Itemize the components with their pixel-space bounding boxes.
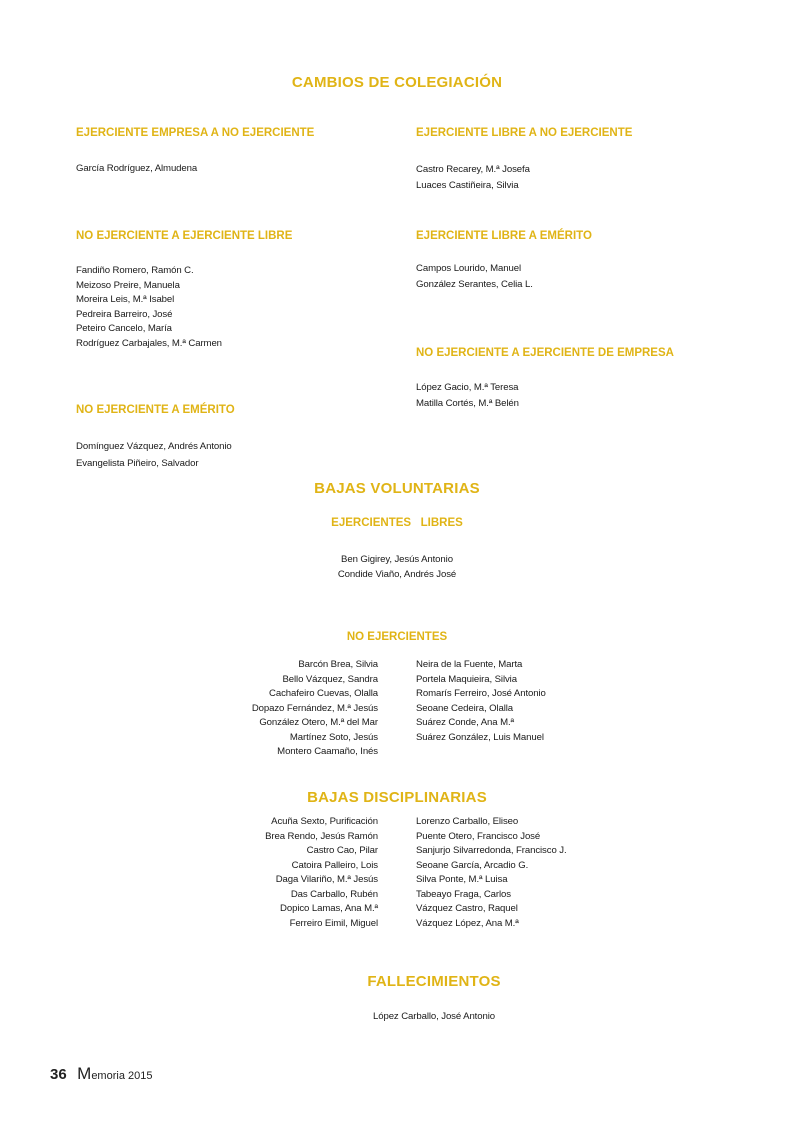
list-item: Silva Ponte, M.ª Luisa: [416, 874, 508, 885]
list-item: Fandiño Romero, Ramón C.: [76, 265, 194, 276]
heading-no-ejerciente-emerito: NO EJERCIENTE A EMÉRITO: [76, 404, 235, 416]
list-libre-emerito: [416, 261, 533, 293]
list-item: Suárez Conde, Ana M.ª: [416, 717, 514, 728]
list-item: Evangelista Piñeiro, Salvador: [76, 458, 199, 469]
list-item: Luaces Castiñeira, Silvia: [416, 180, 519, 191]
list-no-ejercientes-right: [416, 658, 546, 745]
list-no-ejerciente-emerito: [76, 438, 232, 472]
page-number: 36: [50, 1066, 67, 1083]
list-item: Acuña Sexto, Purificación: [271, 816, 378, 827]
section-title-fallecimientos: FALLECIMIENTOS: [367, 973, 501, 990]
list-item: Vázquez Castro, Raquel: [416, 903, 518, 914]
list-item: Tabeayo Fraga, Carlos: [416, 888, 511, 900]
list-item: Lorenzo Carballo, Eliseo: [416, 816, 519, 827]
list-item: López Carballo, José Antonio: [372, 1011, 495, 1022]
list-item: Seoane Cedeira, Olalla: [416, 702, 513, 714]
footer-label: [77, 1064, 153, 1083]
list-item: Dopazo Fernández, M.ª Jesús: [251, 702, 378, 714]
list-no-ejerciente-libre: [76, 264, 222, 351]
list-item: Romarís Ferreiro, José Antonio: [416, 688, 546, 699]
heading-libre-emerito: EJERCIENTE LIBRE A EMÉRITO: [416, 230, 592, 242]
heading-empresa-no-ejerciente: EJERCIENTE EMPRESA A NO EJERCIENTE: [76, 127, 315, 139]
list-item: Das Carballo, Rubén: [290, 888, 378, 900]
list-item: González Serantes, Celia L.: [416, 279, 533, 290]
list-item: Dopico Lamas, Ana M.ª: [280, 903, 378, 914]
list-item: Matilla Cortés, M.ª Belén: [416, 398, 519, 409]
heading-no-ejerciente-libre: NO EJERCIENTE A EJERCIENTE LIBRE: [76, 230, 293, 242]
footer-label-rest: emoria 2015: [91, 1070, 153, 1082]
list-item: Meizoso Preire, Manuela: [76, 279, 180, 291]
heading-libre-no-ejerciente: EJERCIENTE LIBRE A NO EJERCIENTE: [416, 127, 633, 139]
list-item: González Otero, M.ª del Mar: [259, 717, 378, 728]
list-no-ejercientes-left: [190, 658, 378, 760]
list-disciplinarias-right: [416, 815, 567, 931]
list-fallecimientos: [0, 1010, 794, 1025]
list-item: Barcón Brea, Silvia: [298, 659, 378, 670]
heading-no-ejerciente-empresa: NO EJERCIENTE A EJERCIENTE DE EMPRESA: [416, 347, 674, 359]
list-item: Suárez González, Luis Manuel: [416, 731, 544, 743]
list-item: Ferreiro Eimil, Miguel: [289, 917, 378, 929]
list-item: Moreira Leis, M.ª Isabel: [76, 294, 175, 305]
list-item: Condide Viaño, Andrés José: [337, 568, 457, 580]
footer-label-initial: M: [77, 1064, 92, 1083]
section-title-bajas-disciplinarias: BAJAS DISCIPLINARIAS: [307, 789, 487, 806]
page-footer: [50, 1064, 152, 1084]
list-item: Montero Caamaño, Inés: [277, 746, 378, 757]
heading-ejercientes-libres: EJERCIENTES LIBRES: [331, 517, 463, 529]
list-item: Campos Lourido, Manuel: [416, 263, 521, 274]
list-item: Bello Vázquez, Sandra: [282, 673, 378, 685]
list-item: Domínguez Vázquez, Andrés Antonio: [76, 441, 232, 452]
list-item: Castro Cao, Pilar: [306, 845, 378, 856]
list-disciplinarias-left: [190, 815, 378, 931]
list-item: García Rodríguez, Almudena: [76, 163, 198, 174]
list-item: Pedreira Barreiro, José: [76, 308, 173, 320]
list-item: Brea Rendo, Jesús Ramón: [265, 830, 378, 842]
list-ejercientes-libres: [0, 553, 794, 582]
list-item: Catoira Palleiro, Lois: [291, 859, 378, 871]
list-item: Castro Recarey, M.ª Josefa: [416, 164, 530, 175]
heading-no-ejercientes: NO EJERCIENTES: [346, 631, 448, 643]
list-item: Portela Maquieira, Silvia: [416, 673, 517, 685]
section-title-bajas-voluntarias: BAJAS VOLUNTARIAS: [314, 480, 480, 497]
list-item: Martínez Soto, Jesús: [289, 731, 378, 743]
list-item: Neira de la Fuente, Marta: [416, 659, 523, 670]
list-item: Sanjurjo Silvarredonda, Francisco J.: [416, 845, 567, 856]
list-item: Cachafeiro Cuevas, Olalla: [269, 688, 378, 699]
list-no-ejerciente-empresa: [416, 380, 519, 412]
list-item: Puente Otero, Francisco José: [416, 830, 541, 842]
list-item: Vázquez López, Ana M.ª: [416, 917, 519, 929]
list-item: Seoane García, Arcadio G.: [416, 859, 529, 871]
list-item: Rodríguez Carbajales, M.ª Carmen: [76, 337, 222, 349]
list-libre-no-ejerciente: [416, 162, 530, 194]
section-title-cambios: CAMBIOS DE COLEGIACIÓN: [291, 74, 503, 91]
list-item: Ben Gigirey, Jesús Antonio: [341, 554, 453, 565]
list-item: López Gacio, M.ª Teresa: [416, 382, 519, 393]
list-item: Peteiro Cancelo, María: [76, 323, 172, 334]
list-item: Daga Vilariño, M.ª Jesús: [275, 874, 378, 885]
list-empresa-no-ejerciente: [76, 162, 197, 177]
